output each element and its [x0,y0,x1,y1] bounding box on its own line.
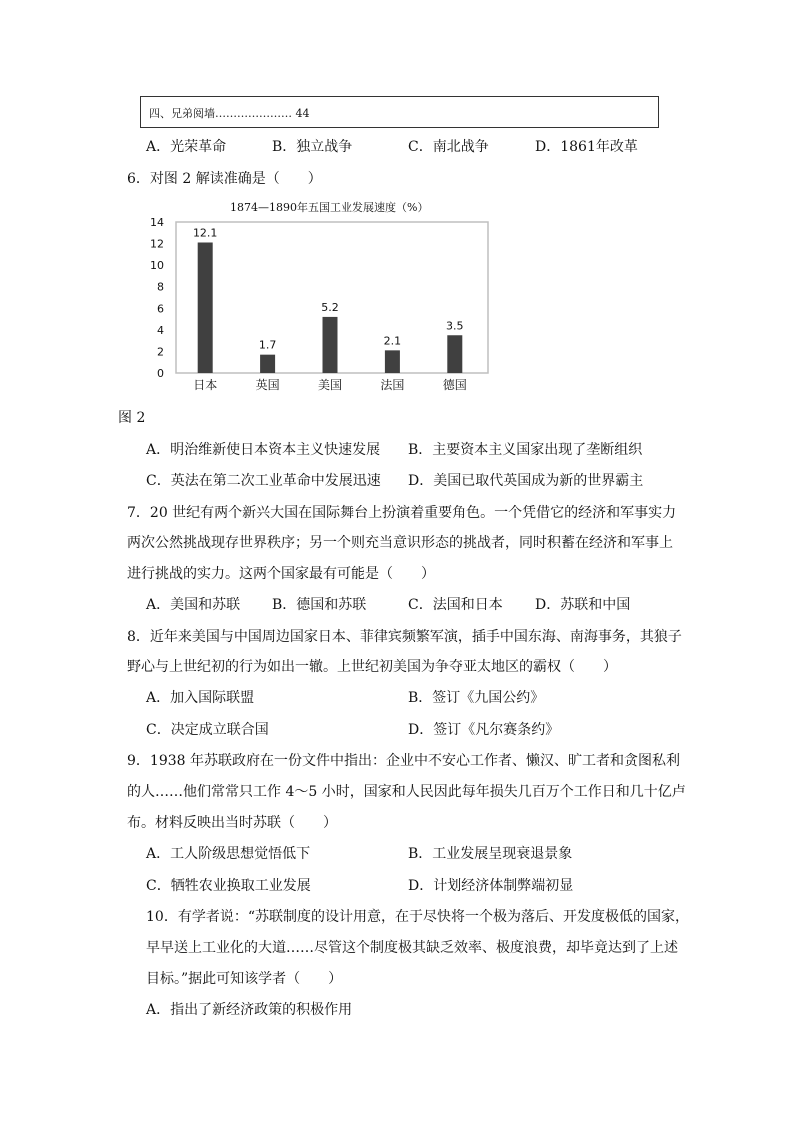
q7-line-1: 7．20 世纪有两个新兴大国在国际舞台上扮演着重要角色。一个凭借它的经济和军事实力 [127,505,677,521]
chart-title: 1874—1890年五国工业发展速度（%） [230,201,429,214]
y-tick-label: 8 [157,280,164,294]
q9-line-2: 的人……他们常常只工作 4～5 小时，国家和人民因此每年损失几百万个工作日和几十亿卢 [127,784,686,800]
q9-option-d: D．计划经济体制弊端初显 [408,878,574,894]
q6-option-a: A．明治维新使日本资本主义快速发展 [146,442,381,458]
q8-option-a: A．加入国际联盟 [146,690,255,706]
bar [385,350,400,373]
q9-option-b: B．工业发展呈现衰退景象 [408,846,573,862]
y-tick-label: 6 [157,302,164,316]
y-tick-label: 0 [157,367,164,380]
q9-option-a: A．工人阶级思想觉悟低下 [146,846,311,862]
q5-option-a: A．光荣革命 [146,139,227,155]
y-tick-label: 10 [150,259,164,273]
q7-option-a: A．美国和苏联 [146,597,241,613]
x-category-label: 英国 [255,378,280,392]
q6-stem: 6．对图 2 解读准确是（ ） [127,171,322,187]
y-tick-label: 4 [157,323,164,337]
q8-option-c: C．决定成立联合国 [146,722,269,738]
toc-box [140,96,659,128]
bar [447,335,462,373]
bar-value-label: 5.2 [321,300,339,314]
q9-line-3: 布。材料反映出当时苏联（ ） [127,815,337,831]
bar-value-label: 2.1 [383,334,402,348]
toc-line: 四、兄弟阅墙………………… 44 [149,107,310,120]
q8-line-1: 8．近年来美国与中国周边国家日本、菲律宾频繁军演，插手中国东海、南海事务，其狼子 [127,629,682,645]
y-tick-label: 12 [150,237,164,251]
figure-caption: 图 2 [118,410,146,426]
bar [323,317,338,373]
q8-option-d: D．签订《凡尔赛条约》 [408,722,560,738]
bar-value-label: 1.7 [258,338,277,352]
x-category-label: 日本 [193,378,218,392]
y-tick-label: 14 [150,216,164,229]
q8-option-b: B．签订《九国公约》 [408,690,545,706]
q7-option-d: D．苏联和中国 [535,597,631,613]
q6-option-b: B．主要资本主义国家出现了垄断组织 [408,442,643,458]
bar [260,355,275,373]
q7-option-b: B．德国和苏联 [272,597,367,613]
bar-chart [140,195,500,400]
q10-line-3: 目标。”据此可知该学者（ ） [146,971,343,987]
q7-option-c: C．法国和日本 [408,597,503,613]
q8-line-2: 野心与上世纪初的行为如出一辙。上世纪初美国为争夺亚太地区的霸权（ ） [127,659,617,675]
y-tick-label: 2 [157,345,164,359]
x-category-label: 法国 [380,378,405,392]
q6-option-d: D．美国已取代英国成为新的世界霸主 [408,473,644,489]
q7-line-2: 两次公然挑战现存世界秩序；另一个则充当意识形态的挑战者，同时积蓄在经济和军事上 [127,535,673,551]
q10-line-1: 10．有学者说：“苏联制度的设计用意，在于尽快将一个极为落后、开发度极低的国家， [146,909,689,925]
q5-option-d: D．1861年改革 [535,139,638,155]
q5-option-b: B．独立战争 [272,139,353,155]
x-category-label: 德国 [442,378,467,392]
bar-value-label: 3.5 [446,319,464,333]
q9-option-c: C．牺牲农业换取工业发展 [146,878,311,894]
q9-line-1: 9．1938 年苏联政府在一份文件中指出：企业中不安心工作者、懒汉、旷工者和贪图私利 [127,753,680,769]
q6-option-c: C．英法在第二次工业革命中发展迅速 [146,473,381,489]
bar-value-label: 12.1 [192,226,218,240]
bar [198,242,213,373]
q10-line-2: 早早送上工业化的大道……尽管这个制度极其缺乏效率、极度浪费，却毕竟达到了上述 [146,940,678,956]
x-category-label: 美国 [317,378,343,392]
chart-svg [140,195,500,400]
q7-line-3: 进行挑战的实力。这两个国家最有可能是（ ） [127,566,435,582]
q10-option-a: A．指出了新经济政策的积极作用 [146,1002,353,1018]
q5-option-c: C．南北战争 [408,139,489,155]
